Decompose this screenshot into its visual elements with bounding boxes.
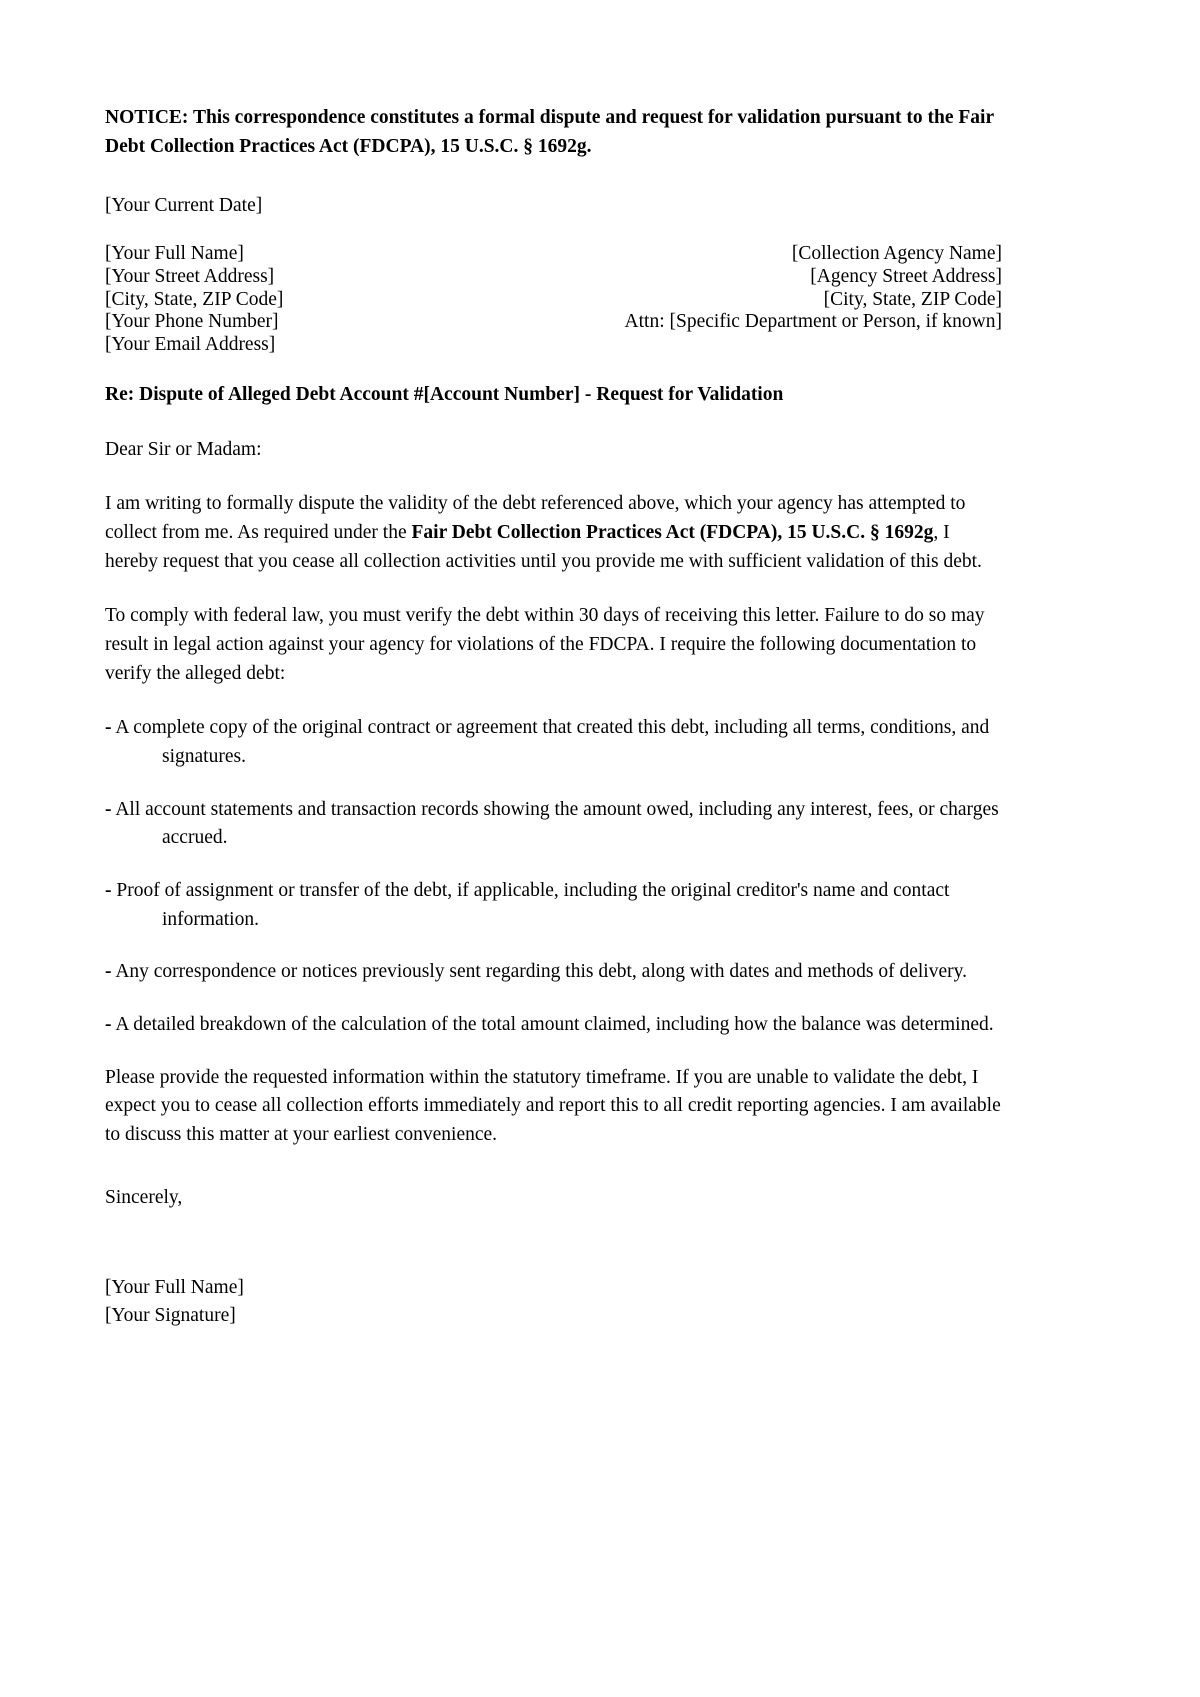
bullet-marker: -	[105, 717, 112, 739]
sender-city-state-zip: [City, State, ZIP Code]	[105, 288, 284, 310]
list-item	[105, 714, 1002, 771]
signature-full-name: [Your Full Name]	[105, 1277, 244, 1299]
documentation-request-list	[105, 714, 1002, 1039]
bullet-marker: -	[105, 1013, 112, 1035]
recipient-attention-line: Attn: [Specific Department or Person, if known]	[624, 311, 1002, 333]
paragraph-dispute-part1: I am writing to formally dispute the validity of the debt referenced above, which your agency has attempted to collect from me. As required under the	[105, 493, 966, 543]
sender-name: [Your Full Name]	[105, 242, 244, 264]
paragraph-dispute-part2: , I hereby request that you cease all collection activities until you provide me with sufficient validation of this debt.	[105, 522, 982, 572]
list-item-text: Any correspondence or notices previously sent regarding this debt, along with dates and methods of delivery.	[115, 961, 967, 983]
list-item	[105, 796, 1002, 853]
recipient-address	[625, 243, 1002, 334]
list-item-text: A detailed breakdown of the calculation of the total amount claimed, including how the balance was determined.	[115, 1013, 994, 1035]
recipient-agency-name: [Collection Agency Name]	[791, 242, 1002, 264]
bullet-marker: -	[105, 961, 112, 983]
subject-line: Re: Dispute of Alleged Debt Account #[Account Number] - Request for Validation	[105, 384, 784, 406]
bullet-marker: -	[105, 798, 112, 820]
salutation: Dear Sir or Madam:	[105, 438, 262, 460]
address-block	[105, 243, 1002, 357]
signature-block	[105, 1274, 1002, 1329]
recipient-city-state-zip: [City, State, ZIP Code]	[823, 288, 1002, 310]
list-item-text: All account statements and transaction records showing the amount owed, including any interest, fees, or charges accrued.	[115, 798, 999, 849]
sender-street: [Your Street Address]	[105, 265, 275, 287]
bullet-marker: -	[105, 879, 112, 901]
list-item	[105, 1011, 1002, 1040]
date-placeholder: [Your Current Date]	[105, 195, 263, 217]
sender-email: [Your Email Address]	[105, 334, 276, 356]
list-item	[105, 958, 1002, 987]
signature-placeholder: [Your Signature]	[105, 1304, 236, 1326]
paragraph-dispute	[105, 490, 1002, 576]
letter-content	[105, 104, 1002, 1330]
sender-phone: [Your Phone Number]	[105, 311, 279, 333]
list-item	[105, 877, 1002, 934]
notice-heading: NOTICE: This correspondence constitutes a formal dispute and request for validation pursuant to the Fair Debt Collection Practices Act (FDCPA), 15 U.S.C. § 1692g.	[105, 107, 994, 157]
sender-address	[105, 243, 283, 357]
paragraph-compliance: To comply with federal law, you must verify the debt within 30 days of receiving this letter. Failure to do so may result in legal action against your agency for violations of the FDCPA. I require the following documentation to verify the alleged debt:	[105, 605, 985, 684]
list-item-text: A complete copy of the original contract or agreement that created this debt, including all terms, conditions, and signatures.	[115, 717, 990, 767]
list-item-text: Proof of assignment or transfer of the debt, if applicable, including the original creditor's name and contact information.	[116, 879, 950, 930]
sign-off: Sincerely,	[105, 1186, 183, 1208]
fdcpa-citation-bold: Fair Debt Collection Practices Act (FDCPA), 15 U.S.C. § 1692g	[411, 522, 934, 543]
recipient-street: [Agency Street Address]	[810, 265, 1002, 287]
paragraph-closing: Please provide the requested information within the statutory timeframe. If you are unable to validate the debt, I expect you to cease all collection efforts immediately and report this to all credit reporting agencies. I am available to discuss this matter at your earliest convenience.	[105, 1066, 1001, 1145]
